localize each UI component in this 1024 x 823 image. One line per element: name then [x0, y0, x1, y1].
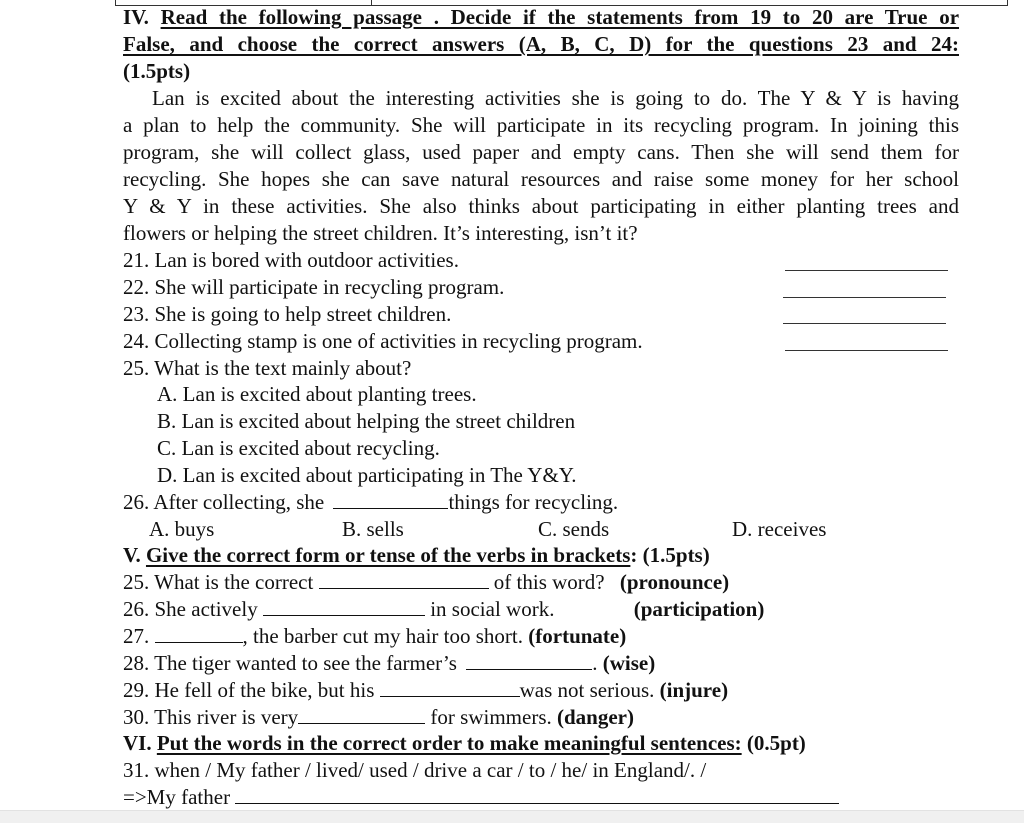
section-4-heading-text-1: Read the following passage . Decide if the statements from 19 to 20 are True or: [160, 5, 960, 29]
question-26-text-after: things for recycling.: [448, 490, 619, 514]
section-4-points: (1.5pts): [123, 59, 191, 83]
verb-item-text-before: 29. He fell of the bike, but his: [123, 678, 375, 702]
verb-item-text-before: 27.: [123, 624, 150, 648]
section-4-heading-line-2: False, and choose the correct answers (A, B, C, D) for the questions 23 and 24:: [123, 32, 959, 56]
section-4-number: IV.: [123, 5, 149, 29]
verb-item-hint: (danger): [557, 705, 634, 729]
section-6-number: VI.: [123, 731, 152, 755]
option-c[interactable]: C. sends: [538, 517, 610, 541]
section-5-points: (1.5pts): [642, 543, 710, 567]
verb-item-text-after: in social work.: [430, 597, 555, 621]
verb-item-text-before: 30. This river is very: [123, 705, 299, 729]
verb-item-text-after: for swimmers.: [430, 705, 552, 729]
verb-item-hint: (fortunate): [528, 624, 627, 648]
tf-answer-blank-22[interactable]: [783, 297, 946, 298]
page-bottom-edge: [0, 810, 1024, 823]
section-5-heading: [123, 542, 710, 569]
question-26-text-before: 26. After collecting, she: [123, 490, 325, 514]
section-5-number: V.: [123, 543, 141, 567]
passage-line: a plan to help the community. She will participate in its recycling program. In joining this: [123, 113, 959, 137]
verb-item-blank[interactable]: [466, 651, 592, 670]
verb-item-28: [123, 650, 655, 677]
section-6-heading-text: Put the words in the correct order to make meaningful sentences:: [156, 731, 742, 755]
section-6-heading: [123, 730, 806, 757]
tf-answer-blank-21[interactable]: [785, 270, 948, 271]
question-25: 25. What is the text mainly about?: [123, 356, 412, 380]
verb-item-hint: (wise): [602, 651, 656, 675]
verb-item-25: [123, 569, 729, 596]
tf-answer-blank-23[interactable]: [783, 323, 946, 324]
verb-item-hint: (injure): [659, 678, 729, 702]
passage-line: Lan is excited about the interesting activities she is going to do. The Y & Y is having: [152, 86, 959, 110]
tf-statement-24: 24. Collecting stamp is one of activities in recycling program.: [123, 329, 643, 353]
verb-item-blank[interactable]: [319, 570, 489, 589]
verb-item-text-after: .: [592, 651, 598, 675]
option-d[interactable]: D. receives: [732, 517, 827, 541]
verb-item-text-before: 26. She actively: [123, 597, 258, 621]
passage-line: flowers or helping the street children. It’s interesting, isn’t it?: [123, 221, 638, 245]
verb-item-text-before: 25. What is the correct: [123, 570, 314, 594]
tf-statement-22: 22. She will participate in recycling program.: [123, 275, 505, 299]
verb-item-26: [123, 596, 764, 623]
section-4-heading-line-1: [123, 4, 959, 31]
verb-item-29: [123, 677, 728, 704]
passage-line: Y & Y in these activities. She also thinks about participating in either planting trees and: [123, 194, 959, 218]
verb-item-30: [123, 704, 634, 731]
option-a[interactable]: A. buys: [149, 517, 215, 541]
tf-answer-blank-24[interactable]: [785, 350, 948, 351]
question-31-prompt: 31. when / My father / lived/ used / drive a car / to / he/ in England/. /: [123, 758, 707, 782]
verb-item-text-after: was not serious.: [519, 678, 655, 702]
section-5-heading-colon: :: [630, 543, 638, 567]
passage-line: recycling. She hopes she can save natural resources and raise some money for her school: [123, 167, 959, 191]
option-d[interactable]: D. Lan is excited about participating in The Y&Y.: [157, 463, 577, 487]
verb-item-text-before: 28. The tiger wanted to see the farmer’s: [123, 651, 457, 675]
question-31-answer-blank[interactable]: [235, 785, 839, 804]
tf-statement-21: 21. Lan is bored with outdoor activities.: [123, 248, 459, 272]
section-5-heading-text: Give the correct form or tense of the verbs in brackets: [145, 543, 631, 567]
option-c[interactable]: C. Lan is excited about recycling.: [157, 436, 440, 460]
verb-item-blank[interactable]: [155, 624, 243, 643]
tf-statement-23: 23. She is going to help street children.: [123, 302, 452, 326]
option-a[interactable]: A. Lan is excited about planting trees.: [157, 382, 477, 406]
option-b[interactable]: B. Lan is excited about helping the street children: [157, 409, 576, 433]
option-b[interactable]: B. sells: [342, 517, 404, 541]
verb-item-blank[interactable]: [263, 597, 425, 616]
passage-line: program, she will collect glass, used paper and empty cans. Then she will send them for: [123, 140, 959, 164]
verb-item-blank[interactable]: [298, 705, 425, 724]
question-31-answer: [123, 784, 839, 811]
question-31-answer-prefix: =>My father: [123, 785, 231, 809]
verb-item-text-after: of this word?: [493, 570, 605, 594]
question-26: [123, 489, 618, 516]
question-26-blank[interactable]: [333, 490, 448, 509]
verb-item-27: [123, 623, 626, 650]
verb-item-hint: (pronounce): [619, 570, 730, 594]
verb-item-blank[interactable]: [380, 678, 520, 697]
section-6-points: (0.5pt): [746, 731, 806, 755]
verb-item-text-after: , the barber cut my hair too short.: [242, 624, 524, 648]
verb-item-hint: (participation): [633, 597, 765, 621]
